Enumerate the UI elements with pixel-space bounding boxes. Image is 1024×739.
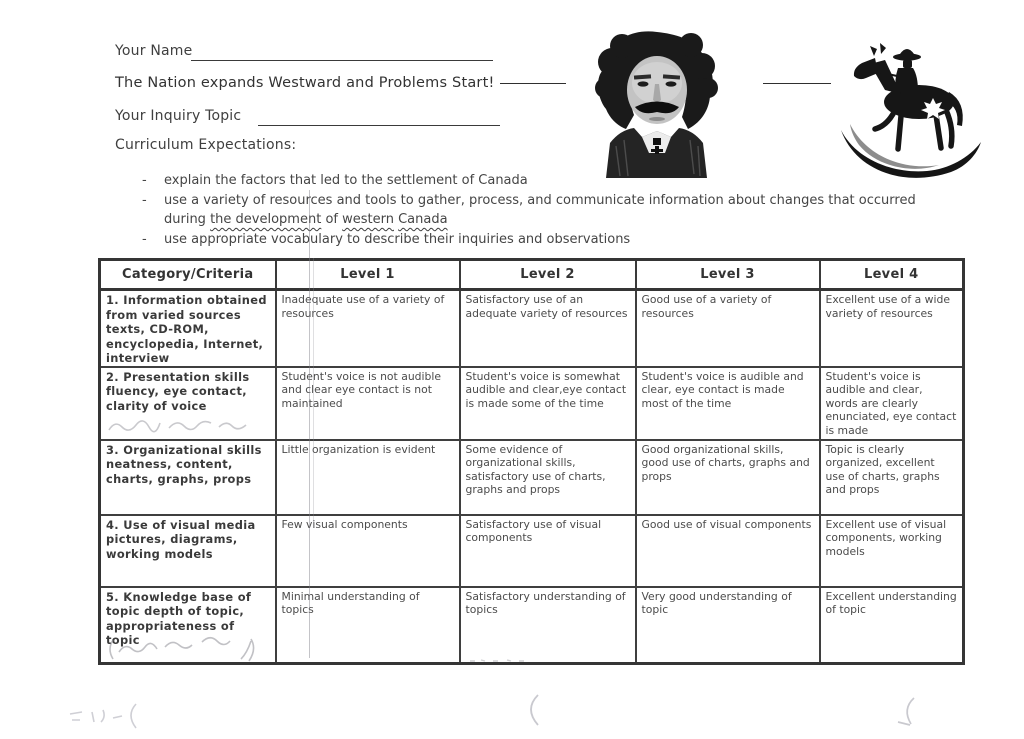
criteria-cell: 3. Organizational skills neatness, content, charts, graphs, props	[100, 440, 276, 515]
wavy-underlined-words: western	[342, 212, 394, 227]
criteria-cell: 2. Presentation skills fluency, eye contact, clarity of voice	[100, 367, 276, 440]
portrait-bowtie	[653, 138, 661, 145]
rubric-table	[98, 258, 965, 665]
level4-cell: Excellent understanding of topic	[820, 587, 964, 664]
table-row	[100, 290, 964, 367]
handwritten-scribble	[105, 414, 260, 440]
your-name-label: Your Name	[115, 43, 193, 59]
level2-cell: Student's voice is somewhat audible and clear,eye contact is made some of the time	[460, 367, 636, 440]
faint-paren-mark-bottom-center	[520, 692, 544, 728]
bullet-text: use a variety of resources and tools to gather, process, and communicate information about changes that occurred during the development of western Canada	[164, 192, 916, 227]
level3-cell: Very good understanding of topic	[636, 587, 820, 664]
portrait-mouth	[649, 117, 665, 121]
portrait-eye	[666, 81, 677, 86]
your-name-blank-line	[191, 60, 493, 61]
portrait-eye	[638, 81, 649, 86]
level1-cell: Student's voice is not audible and clear eye contact is not maintained	[276, 367, 460, 440]
level3-cell: Good use of visual components	[636, 515, 820, 587]
level4-cell: Excellent use of a wide variety of resources	[820, 290, 964, 367]
bullet-text: use appropriate vocabulary to describe their inquiries and observations	[164, 231, 631, 247]
inquiry-topic-blank-line	[258, 125, 500, 126]
louis-riel-portrait-image	[576, 26, 738, 182]
header-level-1: Level 1	[276, 260, 460, 290]
level2-cell: Some evidence of organizational skills, satisfactory use of charts, graphs and props	[460, 440, 636, 515]
table-row	[100, 515, 964, 587]
faint-pencil-marks-bottom-left	[66, 700, 146, 732]
faint-smudge-marks	[466, 656, 526, 666]
scan-crease-line	[309, 190, 310, 658]
level1-cell: Inadequate use of a variety of resources	[276, 290, 460, 367]
faint-paren-mark-bottom-right	[894, 696, 922, 728]
criteria-cell: 4. Use of visual media pictures, diagrams, working models	[100, 515, 276, 587]
criteria-cell: 1. Information obtained from varied sources texts, CD-ROM, encyclopedia, Internet, interview	[100, 290, 276, 367]
bullet-item-3	[142, 230, 976, 250]
bullet-dash: -	[142, 231, 147, 247]
rubric-header-row	[100, 260, 964, 290]
bullet-dash: -	[142, 173, 147, 188]
wavy-underlined-words: the development	[210, 212, 322, 227]
level2-cell: Satisfactory understanding of topics	[460, 587, 636, 664]
logo-swoosh-gray	[850, 124, 939, 169]
level3-cell: Good organizational skills, good use of charts, graphs and props	[636, 440, 820, 515]
bullet-item-2	[142, 191, 976, 230]
right-dash-mark	[763, 83, 831, 84]
curriculum-expectations-label: Curriculum Expectations:	[115, 137, 297, 153]
level2-cell: Satisfactory use of an adequate variety of resources	[460, 290, 636, 367]
portrait-medal-bar	[651, 149, 663, 152]
level4-cell: Excellent use of visual components, working models	[820, 515, 964, 587]
scan-crease-line-faint	[313, 258, 314, 528]
table-row	[100, 367, 964, 440]
header-category-criteria: Category/Criteria	[100, 260, 276, 290]
bullet-dash: -	[142, 192, 147, 208]
level4-cell: Topic is clearly organized, excellent use of charts, graphs and props	[820, 440, 964, 515]
level1-cell: Little organization is evident	[276, 440, 460, 515]
level2-cell: Satisfactory use of visual components	[460, 515, 636, 587]
wavy-underlined-words: Canada	[398, 212, 448, 227]
bullet-text: explain the factors that led to the settlement of Canada	[164, 173, 528, 188]
level1-cell: Few visual components	[276, 515, 460, 587]
header-level-4: Level 4	[820, 260, 964, 290]
level3-cell: Good use of a variety of resources	[636, 290, 820, 367]
level1-cell: Minimal understanding of topics	[276, 587, 460, 664]
header-level-3: Level 3	[636, 260, 820, 290]
table-row	[100, 440, 964, 515]
page-title: The Nation expands Westward and Problems Start!	[115, 75, 495, 91]
mountie-on-horseback-logo	[833, 22, 983, 188]
level4-cell: Student's voice is audible and clear, words are clearly enunciated, eye contact is made	[820, 367, 964, 440]
level3-cell: Student's voice is audible and clear, eye contact is made most of the time	[636, 367, 820, 440]
criteria-cell: 5. Knowledge base of topic depth of topic, appropriateness of topic	[100, 587, 276, 664]
left-dash-mark	[500, 83, 566, 84]
inquiry-topic-label: Your Inquiry Topic	[115, 108, 242, 124]
header-level-2: Level 2	[460, 260, 636, 290]
logo-swoosh-dark	[841, 130, 981, 178]
table-row	[100, 587, 964, 664]
